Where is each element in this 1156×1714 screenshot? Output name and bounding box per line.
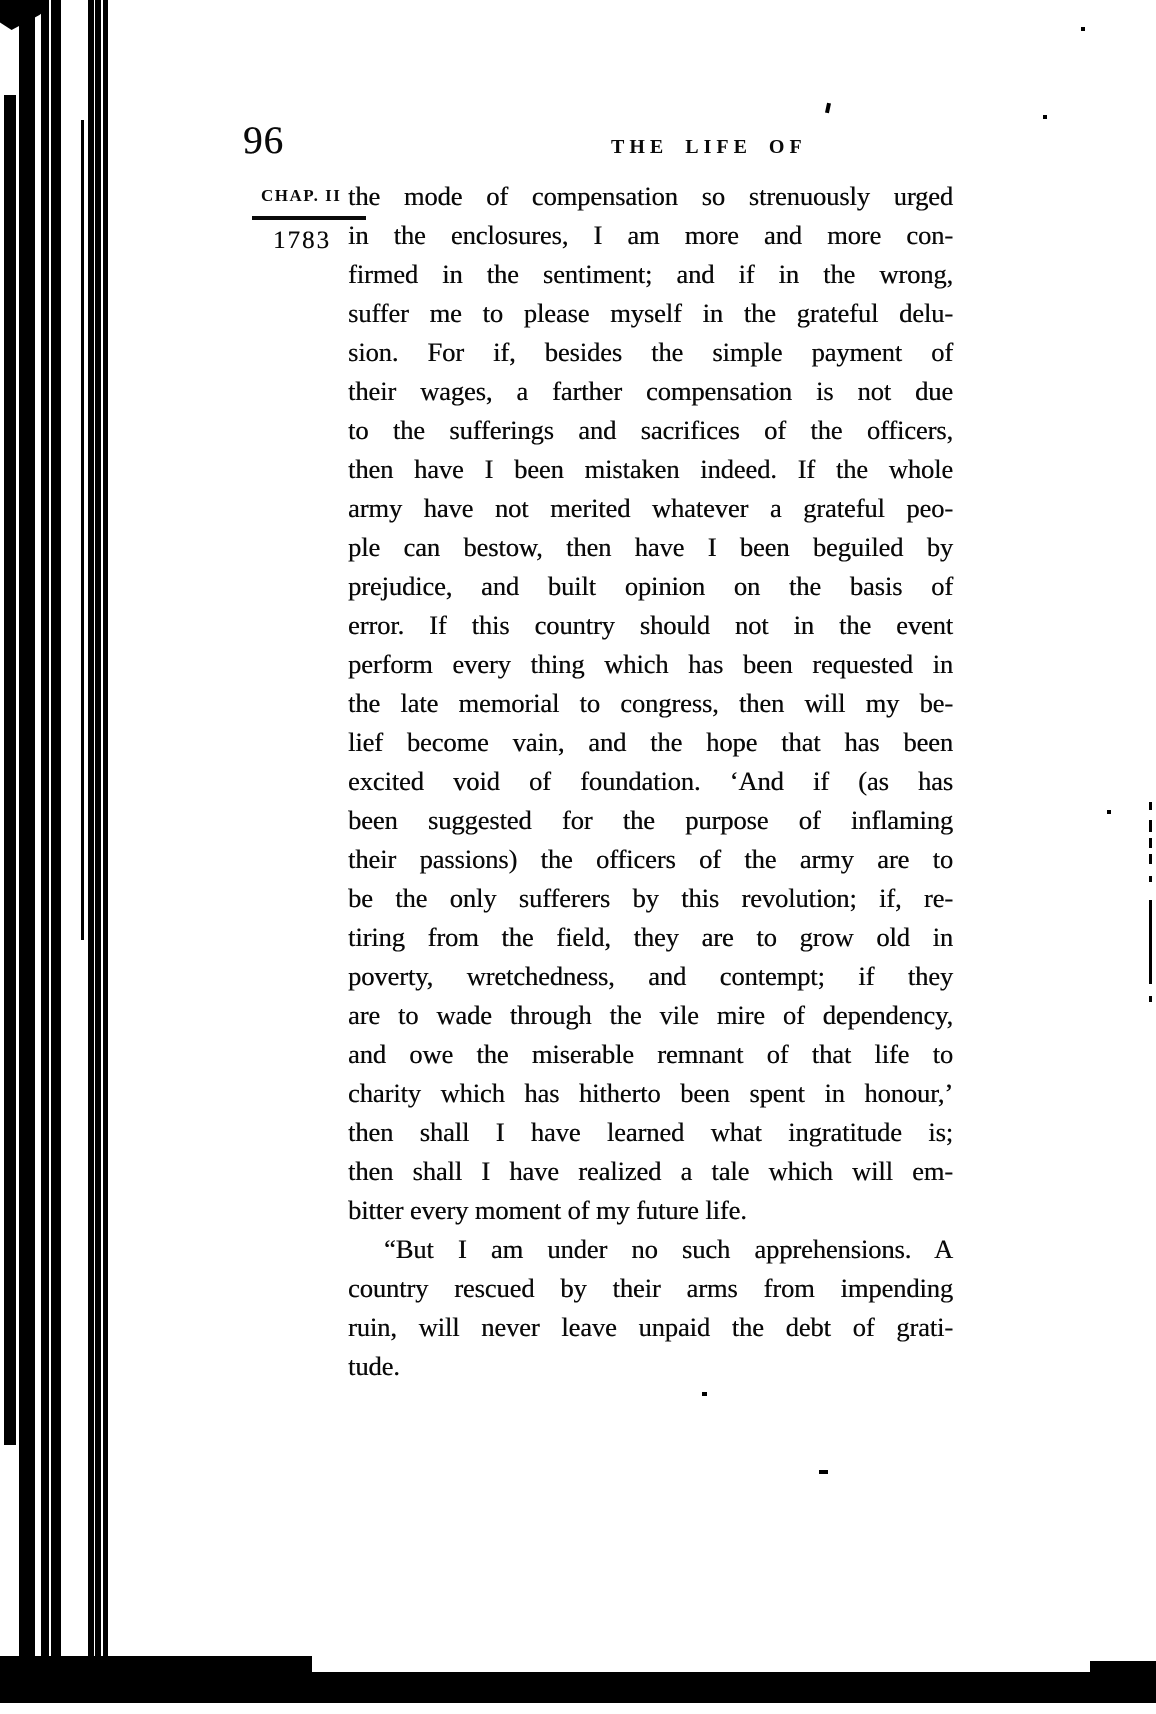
scan-edge-dash bbox=[1149, 838, 1152, 848]
margin-chapter-label: CHAP. II bbox=[261, 186, 342, 205]
body-line: firmed in the sentiment; and if in the wrong, bbox=[348, 259, 953, 289]
body-line: and owe the miserable remnant of that life to bbox=[348, 1039, 953, 1069]
body-line: then shall I have learned what ingratitude is; bbox=[348, 1117, 953, 1147]
body-line: army have not merited whatever a grateful peo- bbox=[348, 493, 953, 523]
body-line: bitter every moment of my future life. bbox=[348, 1195, 747, 1225]
body-line: are to wade through the vile mire of dependency, bbox=[348, 1000, 953, 1030]
body-line: been suggested for the purpose of inflaming bbox=[348, 805, 953, 835]
body-line: their wages, a farther compensation is not due bbox=[348, 376, 953, 406]
scan-binding-streak bbox=[41, 0, 61, 1668]
scan-edge-dash bbox=[1149, 802, 1152, 810]
body-line: then have I been mistaken indeed. If the whole bbox=[348, 454, 953, 484]
body-line: “But I am under no such apprehensions. A bbox=[384, 1234, 953, 1264]
ink-speck bbox=[1107, 810, 1111, 814]
body-line: tiring from the field, they are to grow old in bbox=[348, 922, 953, 952]
body-line: charity which has hitherto been spent in honour,’ bbox=[348, 1078, 953, 1108]
body-line: the mode of compensation so strenuously urged bbox=[348, 181, 953, 211]
body-line: ruin, will never leave unpaid the debt of grati- bbox=[348, 1312, 953, 1342]
ink-speck bbox=[702, 1392, 707, 1396]
ink-speck bbox=[825, 103, 831, 114]
scan-edge-dash bbox=[1149, 854, 1152, 864]
body-text-column bbox=[348, 177, 953, 1386]
body-line: suffer me to please myself in the grateful delu- bbox=[348, 298, 953, 328]
body-line: in the enclosures, I am more and more con- bbox=[348, 220, 953, 250]
scan-edge-dash bbox=[1149, 996, 1152, 1002]
body-line: then shall I have realized a tale which will em- bbox=[348, 1156, 953, 1186]
scan-edge-dash bbox=[1149, 820, 1152, 832]
scan-binding-streak bbox=[81, 120, 84, 940]
body-line: prejudice, and built opinion on the basis of bbox=[348, 571, 953, 601]
running-header: THE LIFE OF bbox=[611, 136, 807, 158]
scan-binding-streak bbox=[88, 0, 101, 1674]
body-line: their passions) the officers of the army are to bbox=[348, 844, 953, 874]
page-number: 96 bbox=[243, 119, 284, 162]
scan-bottom-bar bbox=[0, 1672, 1156, 1703]
scan-binding-streak bbox=[4, 95, 16, 1445]
body-line: be the only sufferers by this revolution; if, re- bbox=[348, 883, 953, 913]
body-line: tude. bbox=[348, 1351, 400, 1381]
scan-edge-dash bbox=[1149, 876, 1152, 882]
scan-bottom-bar bbox=[1090, 1661, 1156, 1703]
scan-edge-dash bbox=[1149, 900, 1152, 984]
margin-year-label: 1783 bbox=[273, 227, 331, 254]
body-line: country rescued by their arms from impending bbox=[348, 1273, 953, 1303]
ink-speck bbox=[819, 1470, 828, 1474]
ink-speck bbox=[1081, 27, 1085, 31]
body-line: error. If this country should not in the event bbox=[348, 610, 953, 640]
body-line: ple can bestow, then have I been beguiled by bbox=[348, 532, 953, 562]
scan-binding-streak bbox=[19, 0, 35, 1660]
body-line: the late memorial to congress, then will my be- bbox=[348, 688, 953, 718]
scan-binding-streak bbox=[103, 0, 108, 1700]
body-line: poverty, wretchedness, and contempt; if they bbox=[348, 961, 953, 991]
body-line: sion. For if, besides the simple payment of bbox=[348, 337, 953, 367]
body-line: lief become vain, and the hope that has been bbox=[348, 727, 953, 757]
ink-speck bbox=[1043, 115, 1047, 119]
body-line: to the sufferings and sacrifices of the officers, bbox=[348, 415, 953, 445]
body-line: perform every thing which has been requested in bbox=[348, 649, 953, 679]
body-line: excited void of foundation. ‘And if (as has bbox=[348, 766, 953, 796]
